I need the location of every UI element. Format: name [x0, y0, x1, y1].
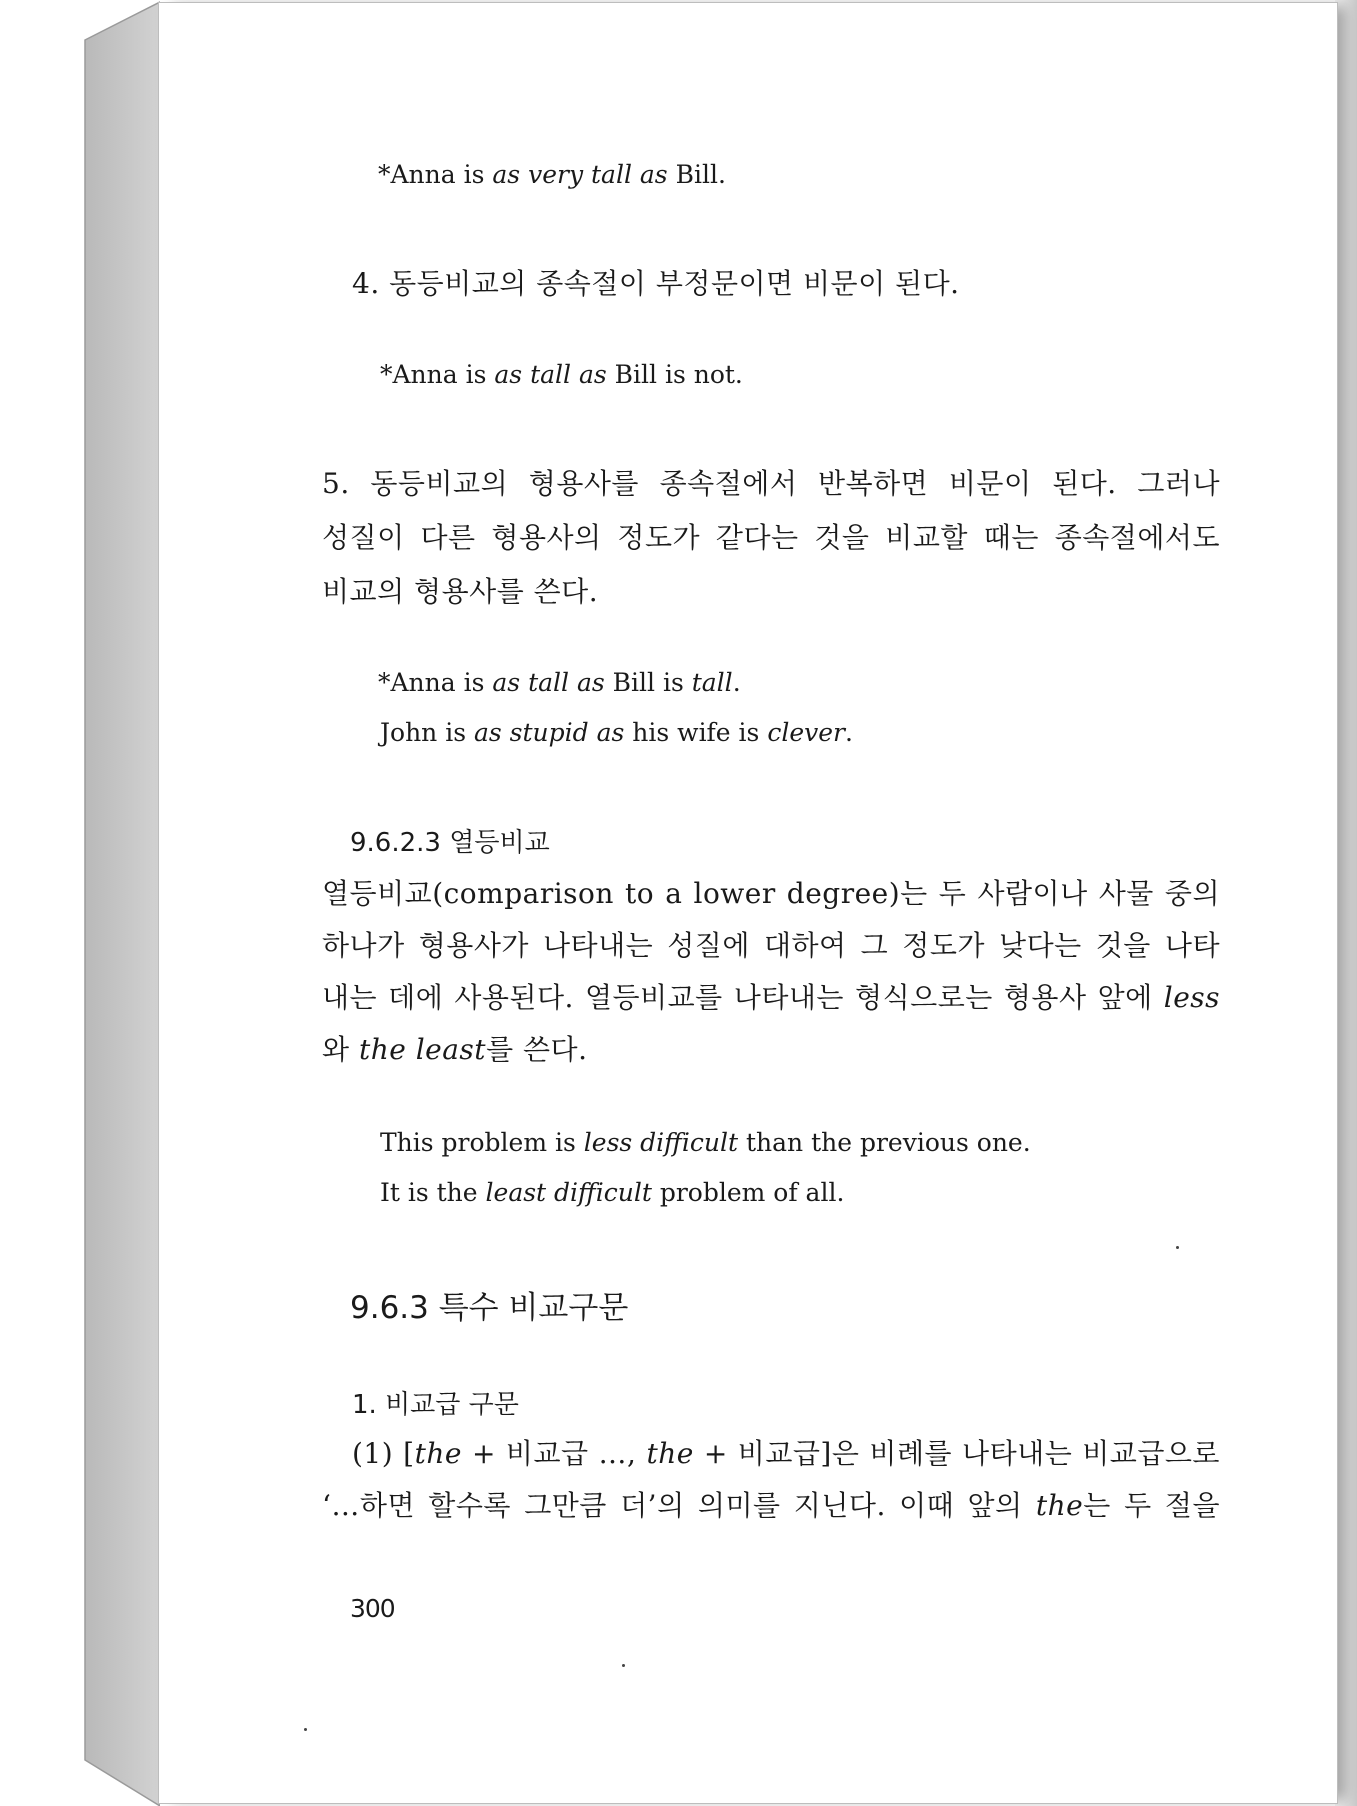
example-less-1: [380, 1128, 1031, 1157]
example-text: *Anna is as tall as Bill is not.: [380, 360, 743, 389]
para-9623-line-4: [322, 1028, 588, 1068]
rule-5-line-2: 성질이 다른 형용사의 정도가 같다는 것을 비교할 때는 종속절에서도: [322, 521, 1220, 554]
example-less-2: [380, 1178, 844, 1207]
example-text: This problem is less difficult than the previous one.: [380, 1128, 1031, 1157]
para-text: 열등비교(comparison to a lower degree)는 두 사람이나 사물 중의: [322, 877, 1220, 910]
example-sentence-4: [380, 360, 743, 389]
subsection-1-heading: 1. 비교급 구문: [352, 1390, 519, 1420]
rule-5-line-1: 5. 동등비교의 형용사를 종속절에서 반복하면 비문이 된다. 그러나: [322, 467, 1220, 500]
page-number: 300: [350, 1594, 395, 1623]
para-963-line-1: [352, 1432, 1220, 1472]
example-text: John is as stupid as his wife is clever.: [380, 718, 853, 747]
scan-speck: [1176, 1246, 1179, 1249]
example-text: It is the least difficult problem of all.: [380, 1178, 845, 1207]
para-9623-line-3: [322, 976, 1220, 1016]
para-963-line-2: [322, 1484, 1220, 1524]
para-text: 와 the least를 쓴다.: [322, 1033, 588, 1066]
scan-speck: [622, 1664, 625, 1667]
page-edge-shadow: [1335, 0, 1357, 1806]
para-text: 내는 데에 사용된다. 열등비교를 나타내는 형식으로는 형용사 앞에 less: [322, 981, 1220, 1014]
para-text: ‘…하면 할수록 그만큼 더’의 의미를 지닌다. 이때 앞의 the는 두 절을: [322, 1489, 1220, 1522]
section-heading-963: 9.6.3 특수 비교구문: [350, 1290, 629, 1326]
para-9623-line-1: [322, 872, 1220, 912]
section-heading-9623: 9.6.2.3 열등비교: [350, 828, 550, 858]
para-9623-line-2: 하나가 형용사가 나타내는 성질에 대하여 그 정도가 낮다는 것을 나타: [322, 929, 1220, 962]
rule-4-text: 4. 동등비교의 종속절이 부정문이면 비문이 된다.: [352, 267, 960, 300]
example-sentence-0: [378, 160, 726, 189]
example-text: *Anna is as tall as Bill is tall.: [378, 668, 741, 697]
para-text: (1) [the + 비교급 …, the + 비교급]은 비례를 나타내는 비교급으로: [352, 1437, 1220, 1470]
book-spine: [0, 0, 160, 1806]
example-sentence-5b: [380, 718, 853, 747]
rule-5-line-3: 비교의 형용사를 쓴다.: [322, 575, 599, 608]
example-sentence-5a: [378, 668, 741, 697]
example-text: *Anna is as very tall as Bill.: [378, 160, 726, 189]
scan-speck: [304, 1728, 307, 1731]
